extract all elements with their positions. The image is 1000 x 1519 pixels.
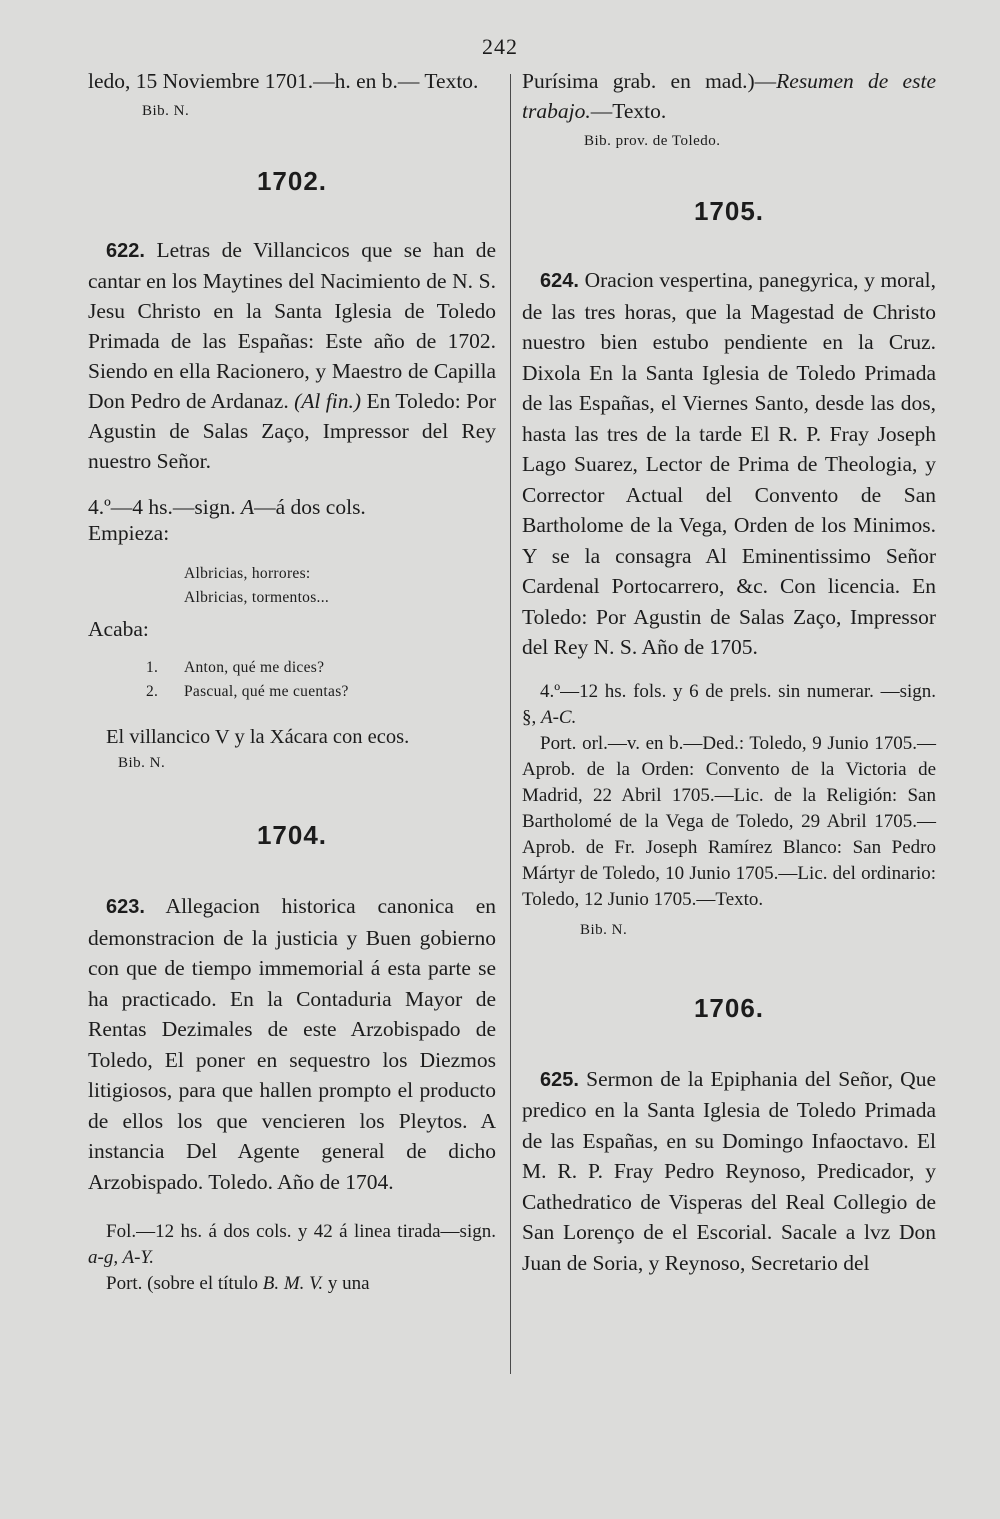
- acaba-label: Acaba:: [88, 617, 149, 641]
- column-divider: [510, 74, 511, 1374]
- entry-title: Allegacion historica canonica en demonstracion de la justicia y Buen gobierno con que de tiempo immemorial á esta parte se ha practicado. En la Contaduria Mayor de Rentas Dezimales de este Arzobispado de Toledo, El poner en sequestro los Diezmos litigiosos, para que hallen prompto el producto de ellos los que vencieren los Pleytos. A instancia Del Agente general de dicho Arzobispado. Toledo. Año de 1704.: [88, 894, 496, 1194]
- year-heading-1705: 1705.: [693, 196, 765, 226]
- entry-number: 624.: [540, 270, 579, 292]
- entry-title: Sermon de la Epiphania del Señor, Que predico en la Santa Iglesia de Toledo Primada de las Españas, en su Domingo Infaoctavo. El M. R. P. Fray Pedro Reynoso, Predicador, y Cathedratico de Visperas del Real Collegio de San Lorenço de el Escorial. Sacale a lvz Don Juan de Soria, y Reynoso, Secretario del: [522, 1066, 936, 1275]
- entry-imprint: En Toledo: Por Agustin de Salas Zaço, Impressor del Rey nuestro Señor.: [88, 389, 497, 473]
- entry-625: [522, 1064, 936, 1279]
- entry-number: 622.: [106, 240, 145, 262]
- verse-number: 1.: [146, 659, 159, 676]
- entry-622-note: El villancico V y la Xácara con ecos.: [106, 726, 410, 748]
- desc-text-end: —á dos cols.: [254, 495, 366, 519]
- port-italic: B. M. V.: [262, 1273, 324, 1294]
- page-number: 242: [482, 34, 518, 59]
- entry-number: 623.: [106, 896, 145, 918]
- desc-signature: a-g, A-Y.: [88, 1247, 154, 1268]
- bib-reference: Bib. N.: [142, 103, 190, 119]
- entry-number: 625.: [540, 1068, 579, 1091]
- desc-text: 4.º—4 hs.—sign.: [88, 495, 241, 519]
- entry-622: [88, 235, 496, 476]
- desc-text: Fol.—12 hs. á dos cols. y 42 á linea tirada—sign.: [106, 1221, 496, 1242]
- entry-624-port: Port. orl.—v. en b.—Ded.: Toledo, 9 Junio 1705.—Aprob. de la Orden: Convento de la Victoria de Madrid, 22 Abril 1705.—Lic. de la Religión: San Bartholomé de la Vega de Toledo, 29 Abril 1705.—Aprob. de Fr. Joseph Ramírez Blanco: San Pedro Mártyr de Toledo, 10 Junio 1705.—Lic. del ordinario: Toledo, 12 Junio 1705.—Texto.: [522, 732, 936, 910]
- desc-signature: A-C.: [541, 706, 577, 728]
- carryover-italic: Resumen de este trabajo.: [522, 69, 936, 123]
- entry-title: Oracion vespertina, panegyrica, y moral, de las tres horas, que la Magestad de Christo nuestro bien estubo pendiente en la Cruz. Dixola En la Santa Iglesia de Toledo Primada de las Españas, el Viernes Santo, desde las dos, hasta las tres de la tarde El R. P. Fray Joseph Lago Suarez, Lector de Prima de Theologia, y Corrector Actual del Convento de San Bartholome de la Vega, Orden de los Minimos. Y se la consagra Al Eminentissimo Señor Cardenal Portocarrero, &c. Con licencia. En Toledo: Por Agustin de Salas Zaço, Impressor del Rey N. S. Año de 1705.: [522, 268, 936, 659]
- entry-624: [522, 265, 936, 663]
- entry-title-italic: (Al fin.): [294, 389, 362, 413]
- entry-title: Letras de Villancicos que se han de cantar en los Maytines del Nacimiento de N. S. Jesu Christo en la Santa Iglesia de Toledo Primada de las Españas: Este año de 1702. Siendo en ella Racionero, y Maestro de Capilla Don Pedro de Ardanaz.: [88, 238, 496, 413]
- ending-verse-1: [146, 656, 496, 680]
- empieza-label: Empieza:: [88, 521, 170, 545]
- port-text: Port. (sobre el título: [106, 1273, 263, 1294]
- left-column: [88, 66, 496, 1297]
- year-heading-1706: 1706.: [693, 992, 765, 1023]
- entry-622-description: [88, 494, 496, 520]
- verse-number: 2.: [146, 683, 159, 700]
- desc-signature: A: [241, 495, 255, 519]
- carryover-text: ledo, 15 Noviembre 1701.—h. en b.— Texto.: [88, 69, 479, 93]
- bib-reference: Bib. N.: [118, 755, 166, 771]
- ending-verse-2: [146, 680, 496, 704]
- year-heading-1702: 1702.: [256, 166, 328, 196]
- bib-reference: Bib. N.: [580, 921, 628, 938]
- desc-text: 4.º—12 hs. fols. y 6 de prels. sin numerar. —sign. §,: [522, 680, 936, 728]
- verse-line: Albricias, tormentos...: [184, 589, 330, 606]
- carryover-text: [522, 66, 936, 126]
- port-text-end: y una: [323, 1273, 370, 1294]
- right-column: [522, 66, 936, 1278]
- entry-623-port: [88, 1271, 496, 1297]
- carryover-text-b: —Texto.: [590, 99, 667, 123]
- verse-text: Anton, qué me dices?: [184, 659, 325, 676]
- bib-reference: Bib. prov. de Toledo.: [584, 133, 721, 149]
- year-heading-1704: 1704.: [256, 820, 328, 850]
- entry-623-description: [88, 1219, 496, 1271]
- carryover-text-a: Purísima grab. en mad.)—: [522, 69, 777, 93]
- verse-line: Albricias, horrores:: [184, 565, 311, 582]
- verse-text: Pascual, qué me cuentas?: [184, 683, 349, 700]
- entry-623: [88, 891, 496, 1197]
- entry-624-description: [522, 679, 936, 731]
